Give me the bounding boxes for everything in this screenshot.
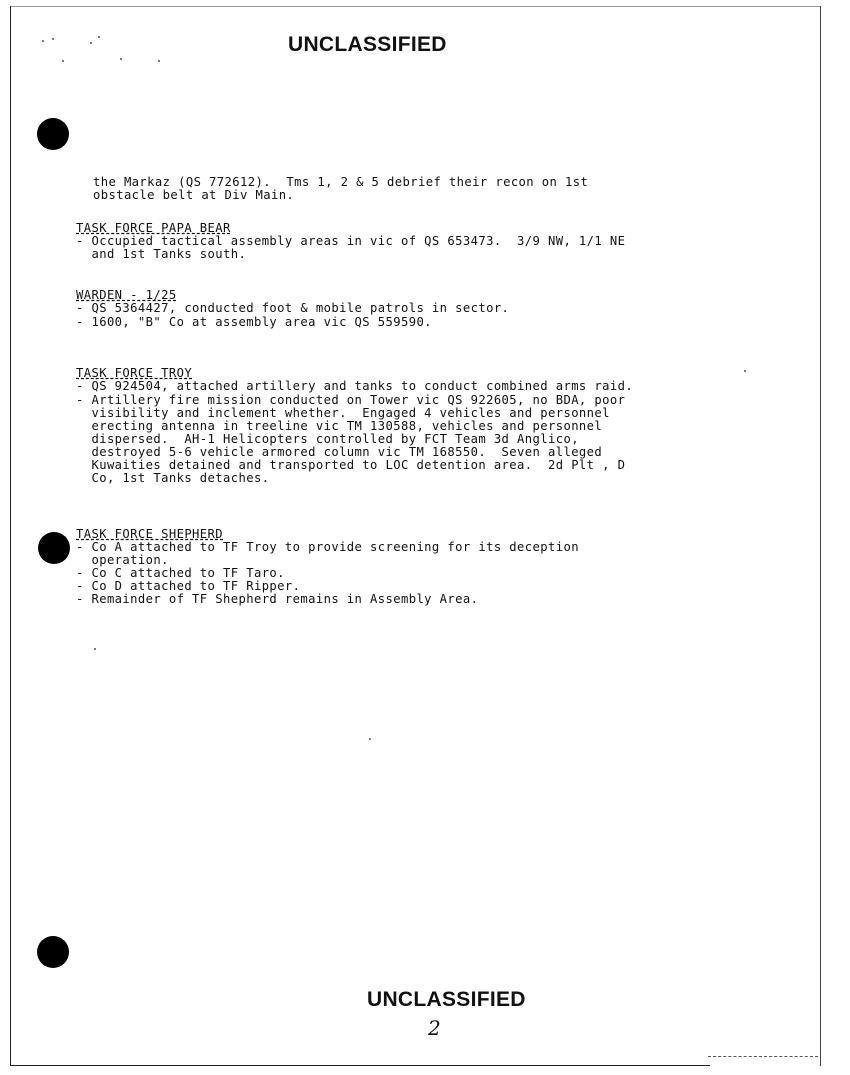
page-border-right — [820, 6, 821, 1066]
classification-footer: UNCLASSIFIED — [367, 988, 526, 1011]
section-line: - QS 5364427, conducted foot & mobile patrols in sector. — [76, 301, 510, 315]
section-heading-papa-bear: TASK FORCE PAPA BEAR — [76, 221, 231, 235]
section-line: - Co C attached to TF Taro. — [76, 566, 285, 580]
section-line: - QS 924504, attached artillery and tanks to conduct combined arms raid. — [76, 379, 634, 393]
section-line: - Co A attached to TF Troy to provide screening for its deception — [76, 540, 579, 554]
punch-hole — [38, 532, 70, 564]
section-heading-warden: WARDEN - 1/25 — [76, 288, 177, 302]
scan-speck — [94, 648, 96, 650]
page-border-top — [10, 6, 821, 7]
section-heading-shepherd: TASK FORCE SHEPHERD — [76, 527, 224, 541]
page-border-left — [10, 6, 11, 1066]
intro-line: obstacle belt at Div Main. — [93, 188, 295, 202]
section-line: - Co D attached to TF Ripper. — [76, 579, 301, 593]
scan-speck — [744, 370, 746, 372]
scan-speck — [120, 58, 122, 60]
section-line: erecting antenna in treeline vic TM 130588, vehicles and personnel — [76, 419, 603, 433]
page-border-bottom — [10, 1065, 710, 1066]
section-heading-troy: TASK FORCE TROY — [76, 366, 193, 380]
scan-speck — [158, 60, 160, 62]
section-line: - 1600, "B" Co at assembly area vic QS 559590. — [76, 315, 432, 329]
page-number: 2 — [428, 1016, 441, 1040]
section-line: destroyed 5-6 vehicle armored column vic TM 168550. Seven alleged — [76, 445, 603, 459]
section-line: and 1st Tanks south. — [76, 247, 247, 261]
scan-speck — [42, 40, 44, 42]
section-line: operation. — [76, 553, 169, 567]
section-line: - Remainder of TF Shepherd remains in Assembly Area. — [76, 592, 479, 606]
punch-hole — [37, 118, 69, 150]
scan-speck — [52, 38, 54, 40]
section-line: visibility and inclement whether. Engaged 4 vehicles and personnel — [76, 406, 610, 420]
scan-speck — [98, 36, 100, 38]
section-line: Co, 1st Tanks detaches. — [76, 471, 270, 485]
section-line: - Occupied tactical assembly areas in vic of QS 653473. 3/9 NW, 1/1 NE — [76, 234, 626, 248]
intro-line: the Markaz (QS 772612). Tms 1, 2 & 5 debrief their recon on 1st — [93, 175, 589, 189]
scan-speck — [90, 42, 92, 44]
classification-header: UNCLASSIFIED — [288, 33, 447, 56]
section-line: dispersed. AH-1 Helicopters controlled by FCT Team 3d Anglico, — [76, 432, 579, 446]
scan-speck — [62, 60, 64, 62]
section-line: - Artillery fire mission conducted on Tower vic QS 922605, no BDA, poor — [76, 393, 626, 407]
scan-speck — [369, 738, 371, 740]
bottom-dashed-mark — [708, 1056, 818, 1057]
punch-hole — [37, 936, 69, 968]
section-line: Kuwaities detained and transported to LOC detention area. 2d Plt , D — [76, 458, 626, 472]
